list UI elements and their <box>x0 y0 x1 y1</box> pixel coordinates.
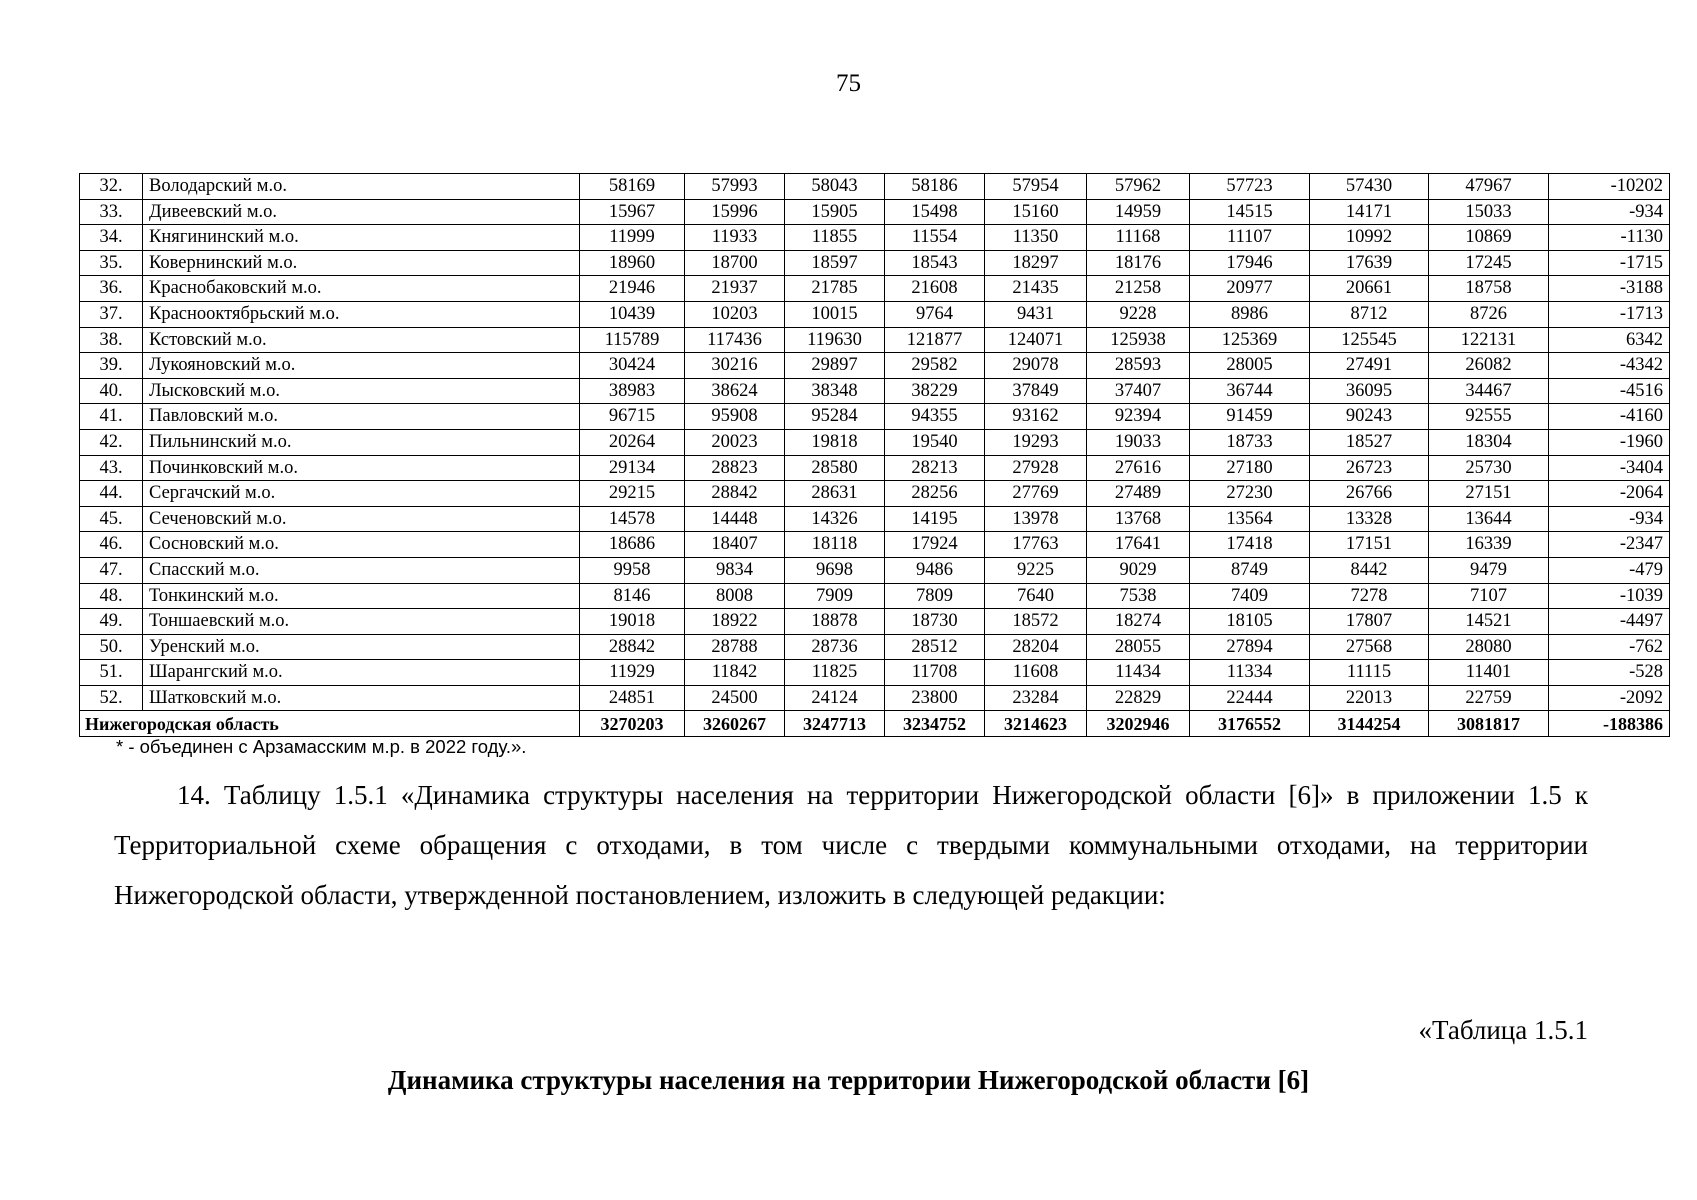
population-value: 121877 <box>885 327 985 353</box>
population-value: 28823 <box>685 455 785 481</box>
row-number: 41. <box>80 404 143 430</box>
population-change: -762 <box>1549 634 1670 660</box>
amendment-text: 14. Таблицу 1.5.1 «Динамика структуры населения на территории Нижегородской области [6]» в приложении 1.5 к Территориальной схеме обращения с отходами, в том числе с твердыми коммунальными отходами, на территории Нижегородской области, утвержденной постановлением, изложить в следующей редакции: <box>114 780 1588 910</box>
population-value: 18960 <box>580 250 685 276</box>
population-value: 18922 <box>685 609 785 635</box>
population-value: 92394 <box>1087 404 1190 430</box>
population-table <box>79 173 1670 737</box>
population-value: 119630 <box>785 327 885 353</box>
population-value: 9958 <box>580 557 685 583</box>
population-value: 16339 <box>1429 532 1549 558</box>
population-value: 11608 <box>985 660 1087 686</box>
district-name: Тоншаевский м.о. <box>143 609 580 635</box>
population-change: -3188 <box>1549 276 1670 302</box>
population-value: 93162 <box>985 404 1087 430</box>
row-number: 47. <box>80 557 143 583</box>
population-value: 17641 <box>1087 532 1190 558</box>
district-name: Починковский м.о. <box>143 455 580 481</box>
population-value: 29078 <box>985 353 1087 379</box>
population-value: 28055 <box>1087 634 1190 660</box>
total-value: 3081817 <box>1429 711 1549 737</box>
district-name: Кстовский м.о. <box>143 327 580 353</box>
population-change: 6342 <box>1549 327 1670 353</box>
population-value: 11554 <box>885 225 985 251</box>
population-value: 18274 <box>1087 609 1190 635</box>
total-value: 3202946 <box>1087 711 1190 737</box>
population-value: 14326 <box>785 506 885 532</box>
row-number: 48. <box>80 583 143 609</box>
population-value: 28512 <box>885 634 985 660</box>
population-value: 23284 <box>985 685 1087 711</box>
row-number: 46. <box>80 532 143 558</box>
population-value: 14521 <box>1429 609 1549 635</box>
population-value: 7909 <box>785 583 885 609</box>
population-value: 36744 <box>1190 378 1310 404</box>
table-row <box>80 174 1670 200</box>
population-value: 9834 <box>685 557 785 583</box>
population-value: 28842 <box>685 481 785 507</box>
table-row <box>80 404 1670 430</box>
population-value: 27151 <box>1429 481 1549 507</box>
population-value: 15498 <box>885 199 985 225</box>
table-row <box>80 327 1670 353</box>
population-value: 15905 <box>785 199 885 225</box>
district-name: Сеченовский м.о. <box>143 506 580 532</box>
population-value: 125938 <box>1087 327 1190 353</box>
amendment-paragraph <box>114 770 1588 920</box>
population-value: 11107 <box>1190 225 1310 251</box>
row-number: 44. <box>80 481 143 507</box>
table-row <box>80 301 1670 327</box>
population-change: -4160 <box>1549 404 1670 430</box>
population-value: 18572 <box>985 609 1087 635</box>
population-value: 29215 <box>580 481 685 507</box>
population-value: 92555 <box>1429 404 1549 430</box>
population-value: 27568 <box>1310 634 1429 660</box>
population-value: 28580 <box>785 455 885 481</box>
row-number: 52. <box>80 685 143 711</box>
population-value: 11434 <box>1087 660 1190 686</box>
district-name: Павловский м.о. <box>143 404 580 430</box>
population-value: 22444 <box>1190 685 1310 711</box>
population-value: 10992 <box>1310 225 1429 251</box>
total-value: 3234752 <box>885 711 985 737</box>
table-row <box>80 532 1670 558</box>
district-name: Пильнинский м.о. <box>143 429 580 455</box>
population-value: 27894 <box>1190 634 1310 660</box>
district-name: Княгининский м.о. <box>143 225 580 251</box>
population-value: 15033 <box>1429 199 1549 225</box>
population-value: 7640 <box>985 583 1087 609</box>
population-value: 28593 <box>1087 353 1190 379</box>
population-value: 19293 <box>985 429 1087 455</box>
table-row <box>80 378 1670 404</box>
population-value: 18527 <box>1310 429 1429 455</box>
population-value: 17946 <box>1190 250 1310 276</box>
population-value: 9225 <box>985 557 1087 583</box>
district-name: Лукояновский м.о. <box>143 353 580 379</box>
population-value: 9764 <box>885 301 985 327</box>
population-value: 11929 <box>580 660 685 686</box>
table-row <box>80 583 1670 609</box>
population-value: 15967 <box>580 199 685 225</box>
population-value: 11825 <box>785 660 885 686</box>
population-value: 38229 <box>885 378 985 404</box>
table-row <box>80 557 1670 583</box>
population-value: 21946 <box>580 276 685 302</box>
total-label: Нижегородская область <box>80 711 580 737</box>
district-name: Спасский м.о. <box>143 557 580 583</box>
population-value: 124071 <box>985 327 1087 353</box>
population-change: -1715 <box>1549 250 1670 276</box>
population-value: 23800 <box>885 685 985 711</box>
population-value: 10015 <box>785 301 885 327</box>
population-value: 26082 <box>1429 353 1549 379</box>
population-value: 117436 <box>685 327 785 353</box>
population-value: 27180 <box>1190 455 1310 481</box>
population-value: 38983 <box>580 378 685 404</box>
population-change: -528 <box>1549 660 1670 686</box>
population-value: 27769 <box>985 481 1087 507</box>
population-value: 11999 <box>580 225 685 251</box>
table-row <box>80 506 1670 532</box>
population-value: 28213 <box>885 455 985 481</box>
total-value: 3247713 <box>785 711 885 737</box>
population-value: 28005 <box>1190 353 1310 379</box>
table-row <box>80 276 1670 302</box>
population-value: 26723 <box>1310 455 1429 481</box>
population-value: 11708 <box>885 660 985 686</box>
population-value: 13978 <box>985 506 1087 532</box>
population-value: 38624 <box>685 378 785 404</box>
population-value: 27489 <box>1087 481 1190 507</box>
population-value: 18543 <box>885 250 985 276</box>
population-value: 7278 <box>1310 583 1429 609</box>
table-heading: Динамика структуры населения на территории Нижегородской области [6] <box>387 1065 1310 1095</box>
population-value: 11933 <box>685 225 785 251</box>
population-value: 18700 <box>685 250 785 276</box>
population-value: 9479 <box>1429 557 1549 583</box>
population-value: 20661 <box>1310 276 1429 302</box>
population-value: 18118 <box>785 532 885 558</box>
population-value: 18297 <box>985 250 1087 276</box>
population-value: 21937 <box>685 276 785 302</box>
population-change: -2064 <box>1549 481 1670 507</box>
population-value: 34467 <box>1429 378 1549 404</box>
district-name: Уренский м.о. <box>143 634 580 660</box>
row-number: 43. <box>80 455 143 481</box>
population-value: 8986 <box>1190 301 1310 327</box>
population-value: 95284 <box>785 404 885 430</box>
district-name: Сосновский м.о. <box>143 532 580 558</box>
population-value: 11334 <box>1190 660 1310 686</box>
population-value: 20023 <box>685 429 785 455</box>
population-value: 8726 <box>1429 301 1549 327</box>
population-value: 29897 <box>785 353 885 379</box>
population-value: 9029 <box>1087 557 1190 583</box>
population-value: 17639 <box>1310 250 1429 276</box>
population-value: 8749 <box>1190 557 1310 583</box>
population-change: -934 <box>1549 506 1670 532</box>
population-value: 11168 <box>1087 225 1190 251</box>
population-value: 29134 <box>580 455 685 481</box>
row-number: 37. <box>80 301 143 327</box>
population-value: 8712 <box>1310 301 1429 327</box>
population-value: 125545 <box>1310 327 1429 353</box>
population-value: 7409 <box>1190 583 1310 609</box>
population-value: 9431 <box>985 301 1087 327</box>
population-value: 18105 <box>1190 609 1310 635</box>
table-row <box>80 199 1670 225</box>
population-value: 18686 <box>580 532 685 558</box>
population-value: 18407 <box>685 532 785 558</box>
population-change: -4516 <box>1549 378 1670 404</box>
population-value: 14195 <box>885 506 985 532</box>
table-row <box>80 455 1670 481</box>
district-name: Дивеевский м.о. <box>143 199 580 225</box>
population-value: 58186 <box>885 174 985 200</box>
population-value: 57993 <box>685 174 785 200</box>
population-value: 17418 <box>1190 532 1310 558</box>
population-value: 96715 <box>580 404 685 430</box>
population-value: 28631 <box>785 481 885 507</box>
population-value: 38348 <box>785 378 885 404</box>
population-value: 9698 <box>785 557 885 583</box>
population-value: 17763 <box>985 532 1087 558</box>
population-value: 8008 <box>685 583 785 609</box>
population-value: 37849 <box>985 378 1087 404</box>
table-row <box>80 225 1670 251</box>
population-change: -3404 <box>1549 455 1670 481</box>
population-value: 22829 <box>1087 685 1190 711</box>
district-name: Сергачский м.о. <box>143 481 580 507</box>
population-value: 47967 <box>1429 174 1549 200</box>
population-value: 11842 <box>685 660 785 686</box>
population-value: 10439 <box>580 301 685 327</box>
population-value: 91459 <box>1190 404 1310 430</box>
table-footnote: * - объединен с Арзамасским м.р. в 2022 году.». <box>116 736 527 757</box>
population-value: 7809 <box>885 583 985 609</box>
population-value: 24124 <box>785 685 885 711</box>
population-value: 18730 <box>885 609 985 635</box>
population-value: 20264 <box>580 429 685 455</box>
population-value: 18878 <box>785 609 885 635</box>
population-value: 37407 <box>1087 378 1190 404</box>
population-value: 17807 <box>1310 609 1429 635</box>
population-value: 13328 <box>1310 506 1429 532</box>
population-value: 122131 <box>1429 327 1549 353</box>
population-value: 9228 <box>1087 301 1190 327</box>
population-value: 18758 <box>1429 276 1549 302</box>
population-value: 7107 <box>1429 583 1549 609</box>
population-value: 19033 <box>1087 429 1190 455</box>
table-row <box>80 353 1670 379</box>
row-number: 49. <box>80 609 143 635</box>
population-value: 20977 <box>1190 276 1310 302</box>
population-value: 27230 <box>1190 481 1310 507</box>
population-value: 28204 <box>985 634 1087 660</box>
population-change: -4497 <box>1549 609 1670 635</box>
population-value: 27491 <box>1310 353 1429 379</box>
population-value: 28842 <box>580 634 685 660</box>
population-value: 10869 <box>1429 225 1549 251</box>
population-value: 30216 <box>685 353 785 379</box>
table-row <box>80 685 1670 711</box>
population-value: 28736 <box>785 634 885 660</box>
population-value: 94355 <box>885 404 985 430</box>
population-value: 18597 <box>785 250 885 276</box>
row-number: 42. <box>80 429 143 455</box>
population-value: 10203 <box>685 301 785 327</box>
population-value: 19540 <box>885 429 985 455</box>
population-value: 13644 <box>1429 506 1549 532</box>
population-value: 17245 <box>1429 250 1549 276</box>
population-value: 11401 <box>1429 660 1549 686</box>
total-value: 3176552 <box>1190 711 1310 737</box>
population-value: 57954 <box>985 174 1087 200</box>
row-number: 39. <box>80 353 143 379</box>
population-value: 30424 <box>580 353 685 379</box>
population-value: 14448 <box>685 506 785 532</box>
population-value: 115789 <box>580 327 685 353</box>
population-value: 18176 <box>1087 250 1190 276</box>
population-value: 27928 <box>985 455 1087 481</box>
population-value: 58043 <box>785 174 885 200</box>
population-value: 57723 <box>1190 174 1310 200</box>
population-value: 13768 <box>1087 506 1190 532</box>
table-row <box>80 250 1670 276</box>
population-value: 21785 <box>785 276 885 302</box>
district-name: Краснобаковский м.о. <box>143 276 580 302</box>
population-value: 17924 <box>885 532 985 558</box>
population-value: 21608 <box>885 276 985 302</box>
district-name: Ковернинский м.о. <box>143 250 580 276</box>
population-value: 17151 <box>1310 532 1429 558</box>
population-value: 27616 <box>1087 455 1190 481</box>
table-row <box>80 481 1670 507</box>
population-change: -1713 <box>1549 301 1670 327</box>
row-number: 40. <box>80 378 143 404</box>
population-value: 14171 <box>1310 199 1429 225</box>
row-number: 32. <box>80 174 143 200</box>
row-number: 33. <box>80 199 143 225</box>
row-number: 36. <box>80 276 143 302</box>
population-value: 19818 <box>785 429 885 455</box>
population-change: -1130 <box>1549 225 1670 251</box>
population-value: 90243 <box>1310 404 1429 430</box>
population-value: 26766 <box>1310 481 1429 507</box>
table-row <box>80 429 1670 455</box>
population-value: 14515 <box>1190 199 1310 225</box>
population-value: 15160 <box>985 199 1087 225</box>
row-number: 50. <box>80 634 143 660</box>
population-value: 24500 <box>685 685 785 711</box>
total-value: 3144254 <box>1310 711 1429 737</box>
row-number: 38. <box>80 327 143 353</box>
population-value: 18733 <box>1190 429 1310 455</box>
population-value: 125369 <box>1190 327 1310 353</box>
table-row <box>80 660 1670 686</box>
population-change: -4342 <box>1549 353 1670 379</box>
population-value: 57430 <box>1310 174 1429 200</box>
district-name: Володарский м.о. <box>143 174 580 200</box>
table-body <box>80 174 1670 737</box>
population-value: 29582 <box>885 353 985 379</box>
population-value: 28256 <box>885 481 985 507</box>
row-number: 34. <box>80 225 143 251</box>
table-row <box>80 609 1670 635</box>
population-change: -2347 <box>1549 532 1670 558</box>
population-value: 36095 <box>1310 378 1429 404</box>
population-value: 22013 <box>1310 685 1429 711</box>
population-value: 11115 <box>1310 660 1429 686</box>
population-value: 8442 <box>1310 557 1429 583</box>
population-change: -1960 <box>1549 429 1670 455</box>
table-row <box>80 634 1670 660</box>
population-change: -1039 <box>1549 583 1670 609</box>
population-change: -479 <box>1549 557 1670 583</box>
population-change: -10202 <box>1549 174 1670 200</box>
population-value: 14959 <box>1087 199 1190 225</box>
population-value: 24851 <box>580 685 685 711</box>
total-value: 3270203 <box>580 711 685 737</box>
population-change: -934 <box>1549 199 1670 225</box>
population-value: 28788 <box>685 634 785 660</box>
total-change: -188386 <box>1549 711 1670 737</box>
population-value: 19018 <box>580 609 685 635</box>
total-row <box>80 711 1670 737</box>
table-caption: «Таблица 1.5.1 <box>1418 1015 1588 1045</box>
district-name: Шатковский м.о. <box>143 685 580 711</box>
population-value: 28080 <box>1429 634 1549 660</box>
district-name: Лысковский м.о. <box>143 378 580 404</box>
page-number: 75 <box>836 70 861 97</box>
district-name: Краснооктябрьский м.о. <box>143 301 580 327</box>
total-value: 3214623 <box>985 711 1087 737</box>
district-name: Шарангский м.о. <box>143 660 580 686</box>
population-value: 8146 <box>580 583 685 609</box>
population-value: 11350 <box>985 225 1087 251</box>
population-value: 58169 <box>580 174 685 200</box>
population-value: 57962 <box>1087 174 1190 200</box>
population-value: 18304 <box>1429 429 1549 455</box>
district-name: Тонкинский м.о. <box>143 583 580 609</box>
population-value: 21435 <box>985 276 1087 302</box>
total-value: 3260267 <box>685 711 785 737</box>
population-value: 7538 <box>1087 583 1190 609</box>
row-number: 45. <box>80 506 143 532</box>
population-value: 15996 <box>685 199 785 225</box>
population-value: 14578 <box>580 506 685 532</box>
population-value: 95908 <box>685 404 785 430</box>
population-value: 9486 <box>885 557 985 583</box>
population-value: 11855 <box>785 225 885 251</box>
population-value: 13564 <box>1190 506 1310 532</box>
row-number: 35. <box>80 250 143 276</box>
population-change: -2092 <box>1549 685 1670 711</box>
population-value: 22759 <box>1429 685 1549 711</box>
row-number: 51. <box>80 660 143 686</box>
population-value: 25730 <box>1429 455 1549 481</box>
population-value: 21258 <box>1087 276 1190 302</box>
